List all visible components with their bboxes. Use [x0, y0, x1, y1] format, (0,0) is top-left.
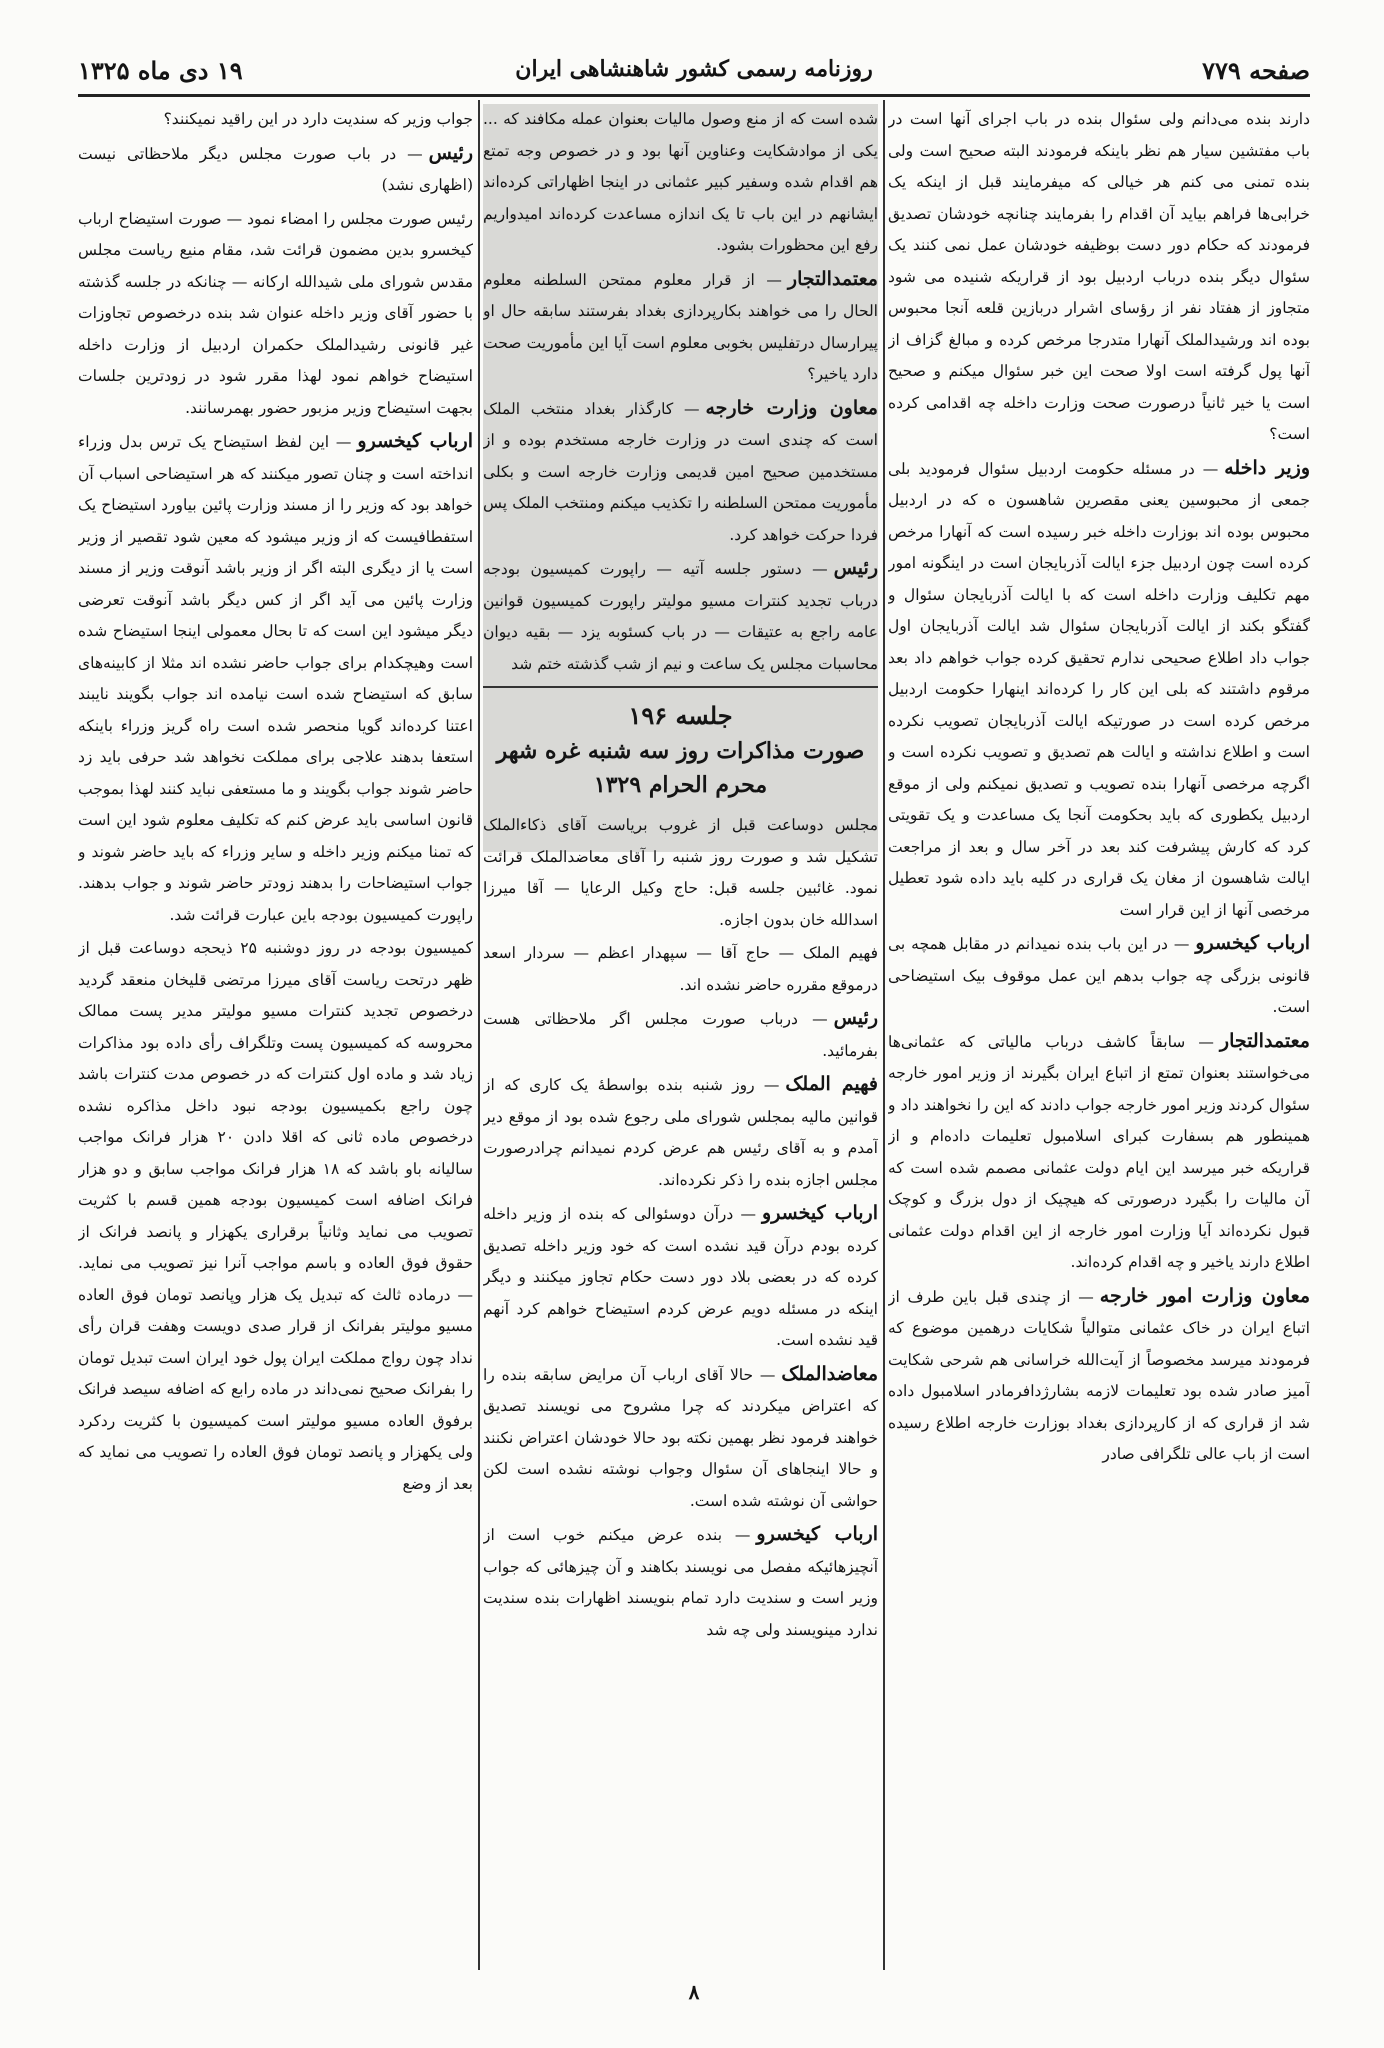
paragraph-text: — بنده عرض میکنم خوب است از آنچیزهائیکه مفصل می نویسند بکاهند و آن چیزهائی که جواب وزیر است و سندیت دارد تمام بنویسند اظهارات بنده سندیت ندارد مینویسند ولی چه شد — [483, 1526, 878, 1639]
paragraph — [78, 138, 473, 202]
paragraph — [78, 204, 473, 425]
paragraph — [483, 938, 878, 1001]
issue-date: ۱۹ دی ماه ۱۳۲۵ — [78, 56, 243, 85]
speaker-name: معاون وزارت امور خارجه — [1099, 1284, 1310, 1307]
paragraph — [78, 933, 473, 1500]
speaker-name: معتمدالتجار — [787, 267, 878, 290]
paragraph — [888, 453, 1310, 927]
speaker-name: ارباب کیخسرو — [756, 1523, 878, 1545]
paragraph-text: — دستور جلسه آتیه — راپورت کمیسیون بودجه درباب تجدید کنترات مسیو مولیتر راپورت کمیسیون قوانین عامه راجع به عتیقات — در باب کسئوبه یزد — بقیه دیوان محاسبات مجلس یک ساعت و نیم از شب گذشته ختم شد — [483, 560, 878, 673]
speaker-name: رئیس — [428, 141, 473, 164]
session-title: صورت مذاکرات روز سه شنبه غره شهر محرم الحرام ۱۳۲۹ — [496, 738, 865, 798]
paragraph — [888, 104, 1310, 451]
paragraph — [483, 264, 878, 391]
column-left — [78, 104, 473, 1968]
speaker-name: فهیم الملک — [785, 1073, 878, 1095]
page-number: ۸ — [688, 1980, 700, 2004]
speaker-name: رئیس — [833, 557, 878, 579]
paragraph — [888, 1281, 1310, 1471]
paragraph-text: دارند بنده می‌دانم ولی سئوال بنده در باب اجرای آنها است در باب مفتشین سیار هم نظر باینکه فرمودند البته صحیح است ولی بنده تمنی می کنم هر خیالی که میفرمایند قبل از اینکه یک خرابی‌ها فراهم بیاید آن اقدام را بفرمایند چنانچه خودشان تصدیق فرمودند که حکام دور دست بوظیفه خودشان عمل نمی کنند یک سئوال دیگر بنده درباب اردبیل بود از قراریکه شنیده می شود متجاوز از هفتاد نفر از رؤسای اشرار دربازین قلعه آنجا محبوس بوده اند ورشیدالملک آنهارا متدرجا مرخص کرده و مبالغ گزاف از آنها پول گرفته است اولا صحت این خبر سئوال میکنم و صحیح است یا خیر ثانیاً درصورت صحت وزارت داخله چه اقدامی کرده است؟ — [888, 110, 1310, 443]
speaker-name: معاضدالملک — [781, 1362, 878, 1385]
column-middle — [483, 104, 878, 1968]
page-header — [78, 52, 1310, 88]
speaker-name: معاون وزارت خارجه — [705, 396, 878, 419]
paragraph-text: — درباب صورت مجلس اگر ملاحظاتی هست بفرمائید. — [483, 1010, 878, 1060]
paragraph — [483, 1003, 878, 1067]
paragraph-text: — از چندی قبل باین طرف از اتباع ایران در خاک عثمانی متوالیاً شکایات درهمین موضوع که فرمودند میرسد مخصوصاً از آیت‌الله خراسانی هم شرحی شکایت آمیز صادر شده بود تعلیمات لازمه بشارژدافرمادر اسلامبول داده شد از قراری که از کارپردازی بغداد بوزارت خارجه اطلاع رسیده است از باب عالی تلگرافی صادر — [888, 1287, 1310, 1463]
paragraph-text: — روز شنبه بنده بواسطهٔ یک کاری که از قوانین مالیه بمجلس شورای ملی رجوع شده بود از موقع دیر آمدم و به آقای رئیس هم عرض کردم نمیدانم چرادرصورت مجلس اجازه بنده را ذکر نکرده‌اند. — [483, 1076, 878, 1189]
section-rule — [483, 686, 878, 688]
paragraph — [78, 426, 473, 931]
session-heading — [483, 698, 878, 802]
session-number: جلسه ۱۹۶ — [628, 701, 733, 730]
paragraph — [483, 810, 878, 936]
paragraph-text: جواب وزیر که سندیت دارد در این راقید نمیکنند؟ — [163, 110, 473, 128]
paragraph — [483, 553, 878, 680]
speaker-name: رئیس — [833, 1007, 878, 1029]
speaker-name: ارباب کیخسرو — [1195, 932, 1310, 954]
paragraph-text: — از قرار معلوم ممتحن السلطنه معلوم الحال را می خواهند بکارپردازی بغداد بفرستند سابقه حال او پیرارسال درتفلیس بخوبی معلوم است آیا این مأموریت صحت دارد یاخیر؟ — [483, 270, 878, 383]
paragraph — [483, 1519, 878, 1646]
column-divider — [883, 100, 885, 1970]
column-divider — [478, 100, 480, 1970]
paragraph-text: — در این باب بنده نمیدانم در مقابل همچه بی قانونی بزرگی چه جواب بدهم این عمل موقوف بیک استیضاحی است. — [888, 935, 1310, 1016]
column-right — [888, 104, 1310, 1968]
paragraph-text: — کارگذار بغداد منتخب الملک است که چندی است در وزارت خارجه مستخدم بوده و از مستخدمین صحیح امین قدیمی وزارت خارجه است و بکلی مأموریت ممتحن السلطنه را تکذیب میکنم ومنتخب الملک پس فردا حرکت خواهد کرد. — [483, 399, 878, 544]
paragraph-text: — سابقاً کاشف درباب مالیاتی که عثمانی‌ها می‌خواستند بعنوان تمتع از اتباع ایران بگیرند از وزیر امور خارجه سئوال کردند وزیر امور خارجه جواب دادند که این را نخواهند داد و همینطور هم بسفارت کبرای اسلامبول تعلیمات داده‌ام و از قراریکه خبر میرسد این ایام دولت عثمانی مصمم شده است که آن مالیات را بگیرد درصورتی که هیچیک از دول بزرگ و کوچک قبول نکرده‌اند آیا وزارت امور خارجه از این اقدام دولت عثمانی اطلاع دارند یاخیر و چه اقدام کرده‌اند. — [888, 1032, 1310, 1271]
speaker-name: وزیر داخله — [1224, 456, 1310, 479]
paragraph-text: کمیسیون بودجه در روز دوشنبه ۲۵ ذیحجه دوساعت قبل از ظهر درتحت ریاست آقای میرزا مرتضی قلیخان منعقد گردید درخصوص تجدید کنترات مسیو مولیتر مدیر پست ممالک محروسه که کمیسیون پست وتلگراف رأی داده بود مذاکرات زیاد شد و ماده اول کنترات که در خصوص مدت کنترات باشد چون راجع بکمیسیون بودجه نبود داخل مذاکره نشده درخصوص ماده ثانی که اقلا دادن ۲۰ هزار فرانک مواجب ساليانه باو باشد که ۱۸ هزار فرانک مواجب سابق و دو هزار فرانک اضافه است کمیسیون بودجه همین قسم با کثریت تصویب می نماید وثانیاً برقراری یکهزار و پانصد فرانک از حقوق فوق العاده و باسم مواجب آنرا نیز تصویب می نماید. — درماده ثالث که تبدیل یک هزار وپانصد تومان فوق العاده مسیو مولیتر بفرانک از قرار صدی دویست وهفت قران رأی نداد چون رواج مملکت ایران پول خود ایران است تبدیل تومان را بفرانک صحیح نمی‌داند در ماده رابع که اضافه سیصد فرانک برفوق العاده مسیو مولیتر است کمیسیون با کثریت ردکرد ولی یکهزار و پانصد تومان فوق العاده را تصویب می نماید که بعد از وضع — [78, 939, 473, 1493]
paragraph-text: — در باب صورت مجلس دیگر ملاحظاتی نیست (اظهاری نشد) — [78, 144, 473, 194]
paragraph — [483, 1198, 878, 1357]
speaker-name: ارباب کیخسرو — [357, 430, 473, 452]
paragraph-text: — درآن دوسئوالی که بنده از وزیر داخله کرده بودم درآن قید نشده است که خود وزیر داخله تصدیق کرده که در بعضی بلاد دور دست حکام تجاوز میکنند و دیگر اینکه در مسئله دویم عرض کردم استیضاح خواهم کرد آنهم قید نشده است. — [483, 1205, 878, 1349]
paragraph — [888, 928, 1310, 1024]
paragraph — [78, 104, 473, 136]
paragraph-text: — این لفظ استیضاح یک ترس بدل وزراء انداخته است و چنان تصور میکنند که هر استیضاحی اسباب آن خواهد بود که وزیر را از مسند وزارت پائین بیاورد استیضاح یک استفطافیست که از وزیر میشود که معین شود تقصیر از وزیر است یا از دیگری البته اگر از وزیر باشد آنوقت وزیر از مسند وزارت پائین می آید اگر از کس دیگر باشد آنوقت تعرضی دیگر میشود این است که تا بحال معمولی اینجا استیضاح شده است وهیچکدام برای جواب حاضر نشده اند مثلا از کابینه‌های سابق که استیضاح شده است نیامده اند جواب بگویند نایبند اعتنا کرده‌اند گویا منحصر شده است راه گریز وزراء باینکه استعفا بدهند علاجی برای مملکت نخواهد شد حرفی باید زد حاضر شوند جواب بگویند و ما مستعفی نباید کنند لهذا بموجب قانون اساسی باید عرض کنم که تکلیف معلوم شود این است که تمنا میکنم وزیر داخله و سایر وزراء که باید حاضر شوند و جواب استیضاحات را بدهند زودتر حاضر شوند و جواب بدهند. راپورت کمیسیون بودجه باین عبارت قرائت شد. — [78, 433, 473, 924]
speaker-name: معتمدالتجار — [1219, 1029, 1310, 1052]
paragraph — [483, 393, 878, 552]
paragraph-text: — در مسئله حکومت اردبیل سئوال فرمودید بلی جمعی از محبوسین یعنی مقصرین شاهسون ه که در اردبیل محبوس بوده اند بوزارت داخله خبر رسیده است که آنهارا مرخص کرده است چون اردبیل جزء ایالت آذربایجان است در اینگونه امور مهم تکلیف وزارت داخله است که با ایالت آذربایجان سئوال و گفتگو بکند از ایالت آذربایجان سئوال شد ایالت آذربایجان اول جواب داد اطلاع صحیحی ندارم تحقیق کرده جواب خواهم داد بعد مرقوم داشتند که بلی این کار را کرده‌اند اینهارا حکومت اردبیل مرخص کرده است در صورتیکه ایالت آذربایجان تصویب نکرده است و اطلاع نداشته و ایالت هم تصدیق و تصویب نکرده است و اگرچه مرخصی آنهارا بنده تصویب و تصدیق نمیکنم ولی از موقع اردبیل یکطوری که باید بحکومت آنجا یک مساعدت و یک تقویتی کرد که کارش پیشرفت کند بعد در آخر سال و بعد از مراجعت ایالت شاهسون از مغان یک قراری در کلیه باید داده شود تعطیل مرخصی آنها از این قرار است — [888, 459, 1310, 919]
speaker-name: ارباب کیخسرو — [762, 1202, 878, 1224]
newspaper-page — [78, 52, 1310, 2012]
newspaper-title: روزنامه رسمی کشور شاهنشاهی ایران — [515, 56, 873, 82]
paragraph — [483, 104, 878, 262]
paragraph-text: فهیم الملک — حاج آقا — سپهدار اعظم — سردار اسعد درموقع مقرره حاضر نشده اند. — [483, 944, 878, 994]
paragraph-text: رئیس صورت مجلس را امضاء نمود — صورت استیضاح ارباب کیخسرو بدین مضمون قرائت شد، مقام منیع ریاست مجلس مقدس شورای ملی شیدالله ارکانه — چنانکه در جلسه گذشته با حضور آقای وزیر داخله عنوان شد بنده درخصوص تجاوزات غیر قانونی رشیدالملک حکمران اردبیل از وزارت داخله استیضاح خواهم نمود لهذا مقرر شود در زودترین جلسات بجهت استیضاح وزیر مزبور حضور بهمرسانند. — [78, 209, 473, 417]
paragraph-text: مجلس دوساعت قبل از غروب بریاست آقای ذکاءالملک تشکیل شد و صورت روز شنبه را آقای معاضدالملک قرائت نمود. غائبین جلسه قبل: حاج وکیل الرعایا — آقا میرزا اسدالله خان بدون اجازه. — [483, 816, 878, 929]
paragraph — [483, 1069, 878, 1196]
paragraph — [888, 1026, 1310, 1279]
paragraph — [483, 1359, 878, 1518]
page-label: صفحه ۷۷۹ — [1202, 56, 1310, 85]
paragraph-text: — حالا آقای ارباب آن مرایض سابقه بنده را که اعتراض میکردند که چرا مشروح می نویسند تصدیق خواهند فرمود نظر بهمین نکته بود حالا خودشان اعتراض نکنند و حالا اینجاهای آن سئوال وجواب نوشته نشده است لکن حواشی آن نوشته شده است. — [483, 1365, 878, 1510]
header-rule — [78, 94, 1310, 97]
paragraph-text: شده است که از منع وصول مالیات بعنوان عمله مکافند که ... یکی از موادشکایت وعناوین آنها بود و در خصوص وجه تمتع هم اقدام شده وسفیر کبیر عثمانی در اینجا اظهاراتی کرده‌اند ایشانهم در این باب تا یک اندازه مساعدت کرده‌اند امیدواریم رفع این محظورات بشود. — [483, 110, 878, 254]
